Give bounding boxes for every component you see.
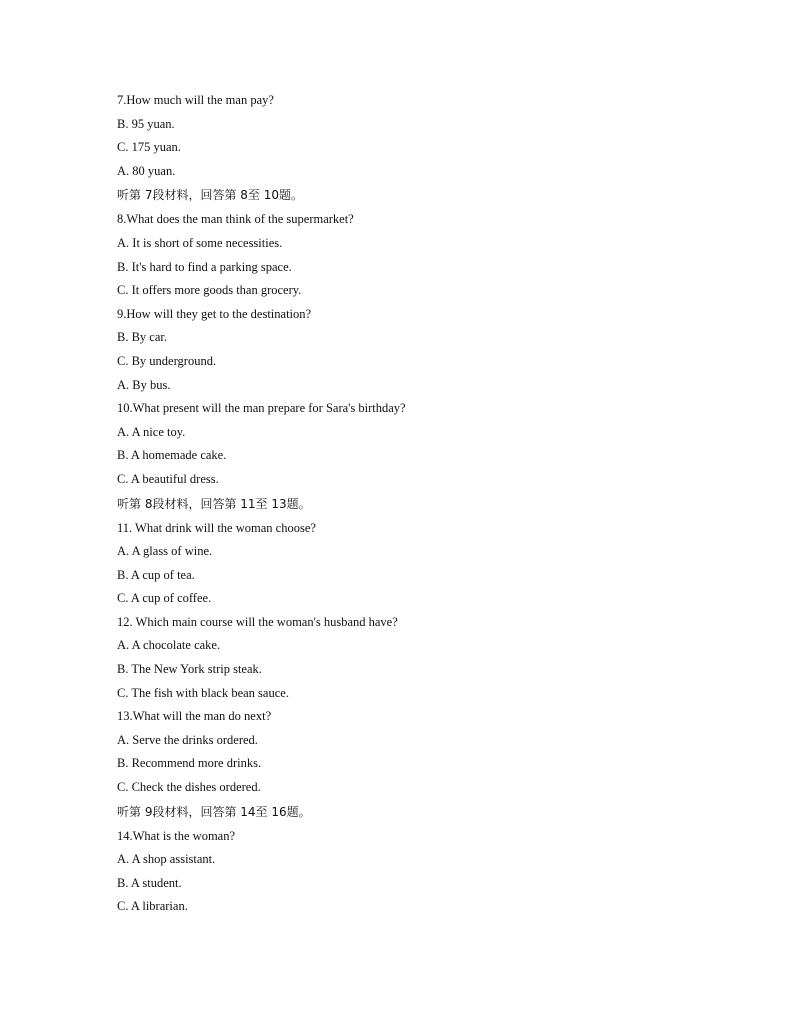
answer-option: A. A shop assistant.	[117, 852, 216, 867]
question-text: 13.What will the man do next?	[117, 709, 272, 724]
section-instruction: 听第 8段材料，回答第 11至 13题。	[117, 496, 311, 511]
section-instruction: 听第 9段材料，回答第 14至 16题。	[117, 804, 311, 819]
answer-option: A. A chocolate cake.	[117, 638, 221, 653]
question-text: 12. Which main course will the woman's husband have?	[117, 614, 398, 629]
answer-option: C. It offers more goods than grocery.	[117, 283, 302, 298]
answer-option: B. Recommend more drinks.	[117, 756, 262, 771]
answer-option: A. A glass of wine.	[117, 544, 213, 559]
answer-option: A. It is short of some necessities.	[117, 235, 283, 250]
question-text: 9.How will they get to the destination?	[117, 306, 312, 321]
answer-option: B. A student.	[117, 875, 182, 890]
question-text: 11. What drink will the woman choose?	[117, 520, 316, 535]
answer-option: C. 175 yuan.	[117, 140, 181, 155]
answer-option: B. A cup of tea.	[117, 567, 195, 582]
answer-option: C. A beautiful dress.	[117, 471, 219, 486]
answer-option: C. The fish with black bean sauce.	[117, 685, 289, 700]
answer-option: C. Check the dishes ordered.	[117, 780, 261, 795]
answer-option: B. By car.	[117, 330, 167, 345]
question-text: 14.What is the woman?	[117, 828, 236, 843]
answer-option: B. The New York strip steak.	[117, 662, 262, 677]
exam-page	[117, 89, 717, 919]
question-text: 7.How much will the man pay?	[117, 93, 274, 107]
answer-option: B. 95 yuan.	[117, 116, 175, 131]
answer-option: A. By bus.	[117, 377, 171, 392]
question-text: 10.What present will the man prepare for Sara's birthday?	[117, 401, 406, 416]
answer-option: C. A cup of coffee.	[117, 591, 212, 606]
answer-option: B. It's hard to find a parking space.	[117, 259, 292, 274]
answer-option: A. A nice toy.	[117, 424, 186, 439]
answer-option: B. A homemade cake.	[117, 448, 227, 463]
answer-option: C. A librarian.	[117, 899, 188, 914]
answer-option: A. Serve the drinks ordered.	[117, 732, 258, 747]
answer-option: C. By underground.	[117, 353, 217, 368]
section-instruction: 听第 7段材料，回答第 8至 10题。	[117, 188, 303, 203]
question-text: 8.What does the man think of the supermarket?	[117, 212, 354, 227]
answer-option: A. 80 yuan.	[117, 163, 176, 178]
